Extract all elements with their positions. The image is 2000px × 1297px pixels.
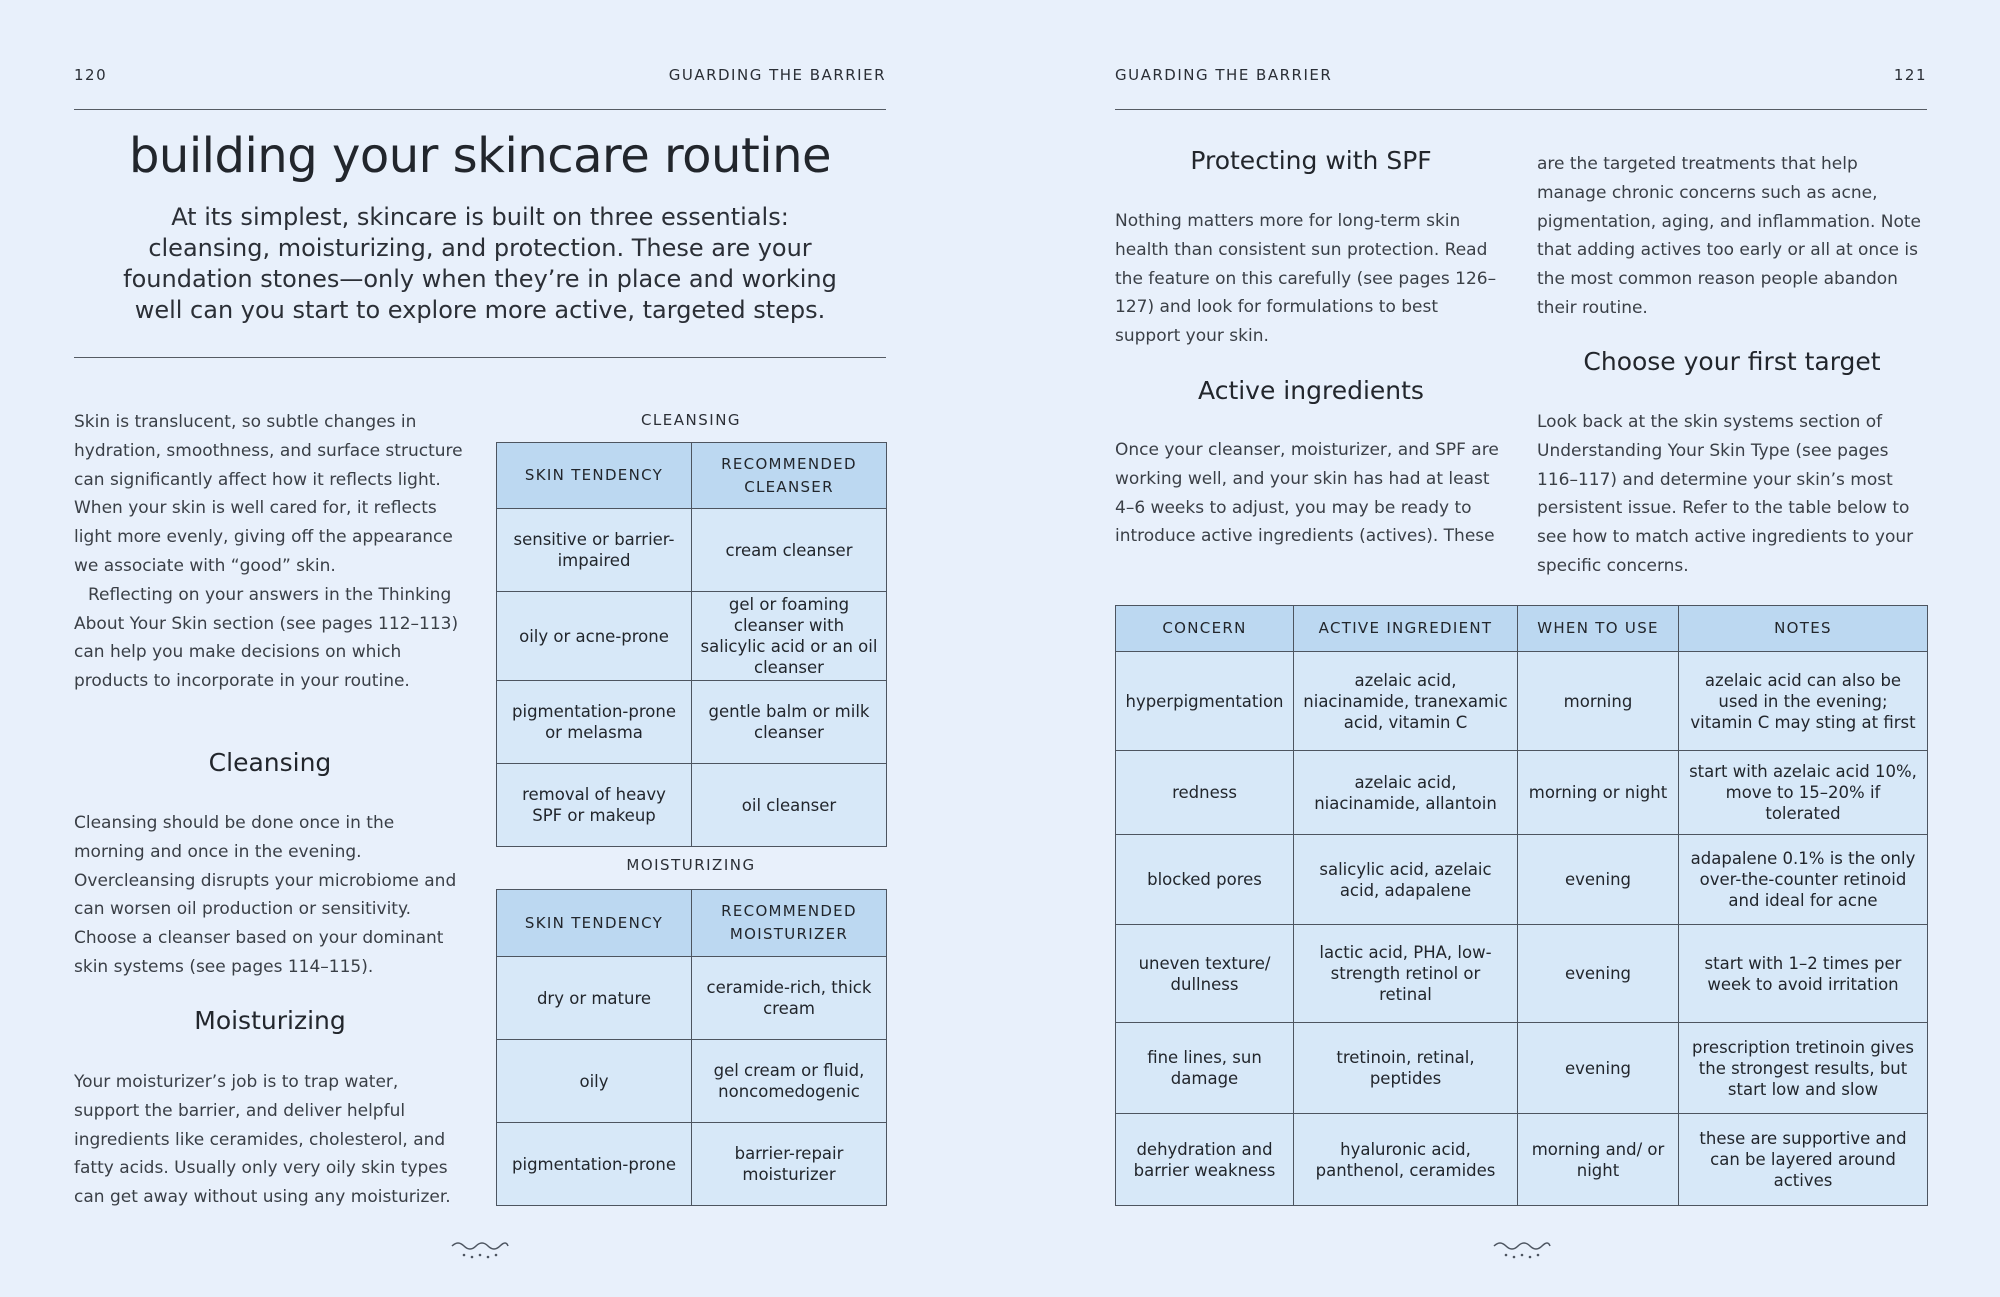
table-row [1116,751,1928,835]
table-cell: cream cleanser [692,509,887,592]
table-cell: removal of heavy SPF or makeup [497,764,692,847]
table-cell: ceramide-rich, thick cream [692,957,887,1040]
table-row [497,1040,887,1123]
spf-text: Nothing matters more for long-term skin health than consistent sun protection. Read the feature on this carefully (see pages 126–127) and look for formulations to best support your skin. [1115,211,1497,347]
table-cell: tretinoin, retinal, peptides [1294,1023,1518,1114]
concerns-table [1115,605,1928,1206]
body-paragraph: Skin is translucent, so subtle changes in hydration, smoothness, and surface structure can significantly affect how it reflects light. When your skin is well cared for, it reflects light more evenly, giving off the appearance we associate with “good” skin. [74,412,463,576]
table-cell: barrier-repair moisturizer [692,1123,887,1206]
table-row [1116,1114,1928,1206]
table-cell: gel cream or fluid, noncomedogenic [692,1040,887,1123]
table-header-row [497,443,887,509]
table-row [497,509,887,592]
table-cell: uneven texture/ dullness [1116,925,1294,1023]
table-cell: sensitive or barrier-impaired [497,509,692,592]
table-cell: morning and/ or night [1518,1114,1679,1206]
table-cell: evening [1518,835,1679,925]
table-cell: evening [1518,925,1679,1023]
table-cell: blocked pores [1116,835,1294,925]
table-cell: these are supportive and can be layered around actives [1679,1114,1928,1206]
target-heading: Choose your first target [1583,347,1881,376]
table-row [497,681,887,764]
table-cell: evening [1518,1023,1679,1114]
table-header-row [1116,606,1928,652]
ornament-icon [1492,1236,1552,1262]
header-rule [74,109,886,110]
table-cell: oily or acne-prone [497,592,692,681]
intro-text: At its simplest, skincare is built on three essentials: cleansing, moisturizing, and protection. These are your foundation stones—only when they’re in place and working well can you start to explore more active, targeted steps. [123,203,837,324]
table-cell: gentle balm or milk cleanser [692,681,887,764]
moisturizing-text: Your moisturizer’s job is to trap water, support the barrier, and deliver helpful ingredients like ceramides, cholesterol, and fatty acids. Usually only very oily skin types can get away without using any moisturizer. [74,1072,451,1208]
column-header: WHEN TO USE [1518,606,1679,652]
table-row [1116,925,1928,1023]
cleansing-text: Cleansing should be done once in the morning and once in the evening. Overcleansing disrupts your microbiome and can worsen oil production or sensitivity. Choose a cleanser based on your dominant skin systems (see pages 114–115). [74,813,457,977]
table-row [1116,1023,1928,1114]
table-row [497,1123,887,1206]
cleansing-table [496,442,887,847]
table-header-row [497,890,887,957]
column-header: NOTES [1679,606,1928,652]
actives-heading: Active ingredients [1198,376,1424,405]
ornament-icon [450,1236,510,1262]
table-cell: pigmentation-prone or melasma [497,681,692,764]
header-rule [1115,109,1927,110]
table-cell: hyaluronic acid, panthenol, ceramides [1294,1114,1518,1206]
table-cell: gel or foaming cleanser with salicylic acid or an oil cleanser [692,592,887,681]
table-cell: morning or night [1518,751,1679,835]
table-cell: dry or mature [497,957,692,1040]
actives-text: Once your cleanser, moisturizer, and SPF are working well, and your skin has had at least 4–6 weeks to adjust, you may be ready to introduce active ingredients (actives). These [1115,440,1499,547]
table-cell: start with 1–2 times per week to avoid irritation [1679,925,1928,1023]
page-number: 120 [74,66,108,84]
table-cell: redness [1116,751,1294,835]
table-row [1116,652,1928,751]
table-cell: start with azelaic acid 10%, move to 15–20% if tolerated [1679,751,1928,835]
moisturizing-heading: Moisturizing [194,1006,346,1035]
intro-rule [74,357,886,358]
table-cell: fine lines, sun damage [1116,1023,1294,1114]
cleansing-table-caption: CLEANSING [640,411,742,429]
table-row [1116,835,1928,925]
spf-heading: Protecting with SPF [1190,146,1432,175]
running-head: GUARDING THE BARRIER [1115,66,1333,84]
right-page [1000,0,2000,1297]
table-cell: morning [1518,652,1679,751]
table-cell: hyperpigmentation [1116,652,1294,751]
table-cell: azelaic acid can also be used in the evening; vitamin C may sting at first [1679,652,1928,751]
actives-text-continued: are the targeted treatments that help manage chronic concerns such as acne, pigmentation, aging, and inflammation. Note that adding actives too early or all at once is the most common reason people abandon their routine. [1537,154,1922,318]
table-cell: azelaic acid, niacinamide, allantoin [1294,751,1518,835]
table-cell: adapalene 0.1% is the only over-the-counter retinoid and ideal for acne [1679,835,1928,925]
table-row [497,764,887,847]
moisturizing-table [496,889,887,1206]
column-header: ACTIVE INGREDIENT [1294,606,1518,652]
table-cell: salicylic acid, azelaic acid, adapalene [1294,835,1518,925]
column-header: RECOMMENDED MOISTURIZER [692,890,887,957]
table-cell: lactic acid, PHA, low-strength retinol or retinal [1294,925,1518,1023]
table-cell: prescription tretinoin gives the strongest results, but start low and slow [1679,1023,1928,1114]
column-header: CONCERN [1116,606,1294,652]
table-cell: oily [497,1040,692,1123]
cleansing-heading: Cleansing [208,748,332,777]
table-cell: azelaic acid, niacinamide, tranexamic acid, vitamin C [1294,652,1518,751]
body-paragraph: Reflecting on your answers in the Thinking About Your Skin section (see pages 112–113) can help you make decisions on which products to incorporate in your routine. [74,584,459,692]
column-header: RECOMMENDED CLEANSER [692,443,887,509]
body-text [74,408,466,696]
moisturizing-table-caption: MOISTURIZING [626,856,756,874]
table-row [497,957,887,1040]
target-text: Look back at the skin systems section of Understanding Your Skin Type (see pages 116–117) and determine your skin’s most persistent issue. Refer to the table below to see how to match active ingredients to your specific concerns. [1537,412,1914,576]
column-header: SKIN TENDENCY [497,890,692,957]
column-header: SKIN TENDENCY [497,443,692,509]
table-row [497,592,887,681]
page-title: building your skincare routine [128,128,832,184]
table-cell: oil cleanser [692,764,887,847]
page-number: 121 [1893,66,1927,84]
table-cell: dehydration and barrier weakness [1116,1114,1294,1206]
table-cell: pigmentation-prone [497,1123,692,1206]
running-head: GUARDING THE BARRIER [668,66,886,84]
